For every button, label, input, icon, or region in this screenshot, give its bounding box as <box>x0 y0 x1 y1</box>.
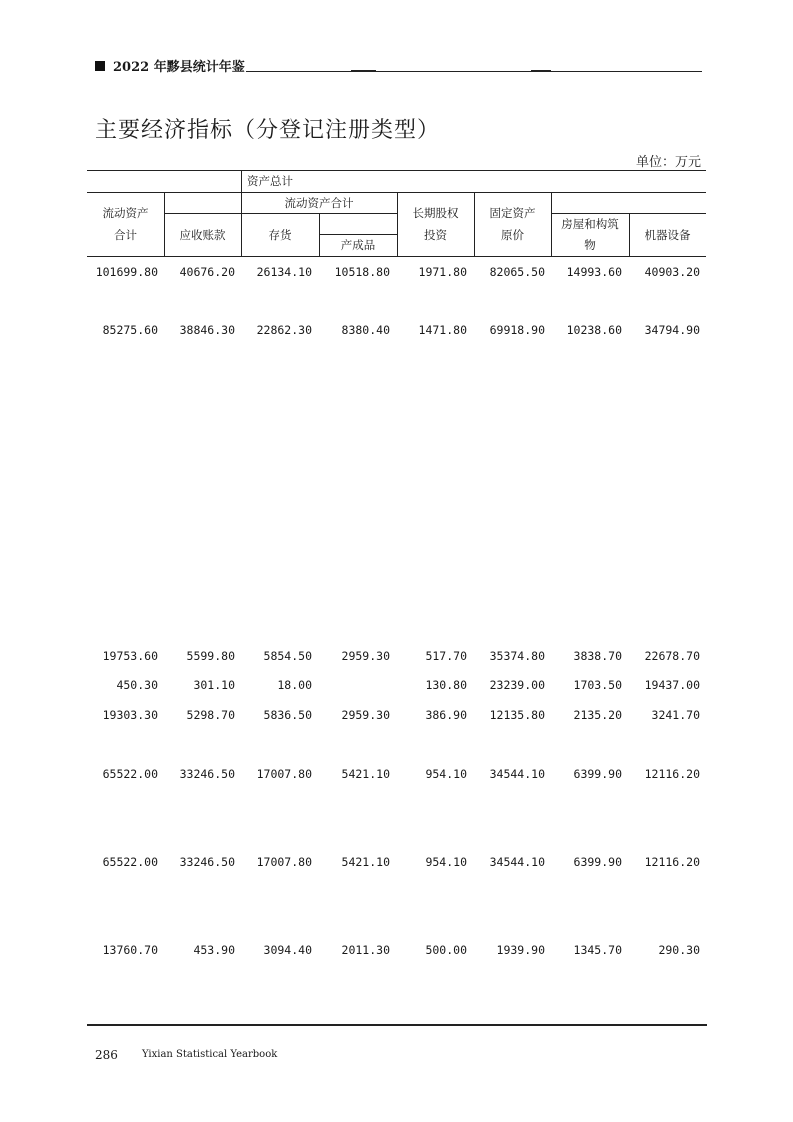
table-cell: 1971.80 <box>418 265 467 279</box>
table-cell: 954.10 <box>425 855 467 869</box>
table-cell: 386.90 <box>425 708 467 722</box>
table-cell: 17007.80 <box>256 767 312 781</box>
table-cell: 5836.50 <box>263 708 312 722</box>
table-cell: 14993.60 <box>566 265 622 279</box>
table-cell: 5421.10 <box>341 855 390 869</box>
table-cell: 18.00 <box>277 678 312 692</box>
table-cell: 69918.90 <box>489 323 545 337</box>
table-cell: 13760.70 <box>102 943 158 957</box>
unit-label: 单位：万元 <box>635 155 701 170</box>
header-bottom-rule <box>87 256 706 257</box>
table-cell: 12116.20 <box>644 855 700 869</box>
table-cell: 5298.70 <box>186 708 235 722</box>
subgroup-header-current-assets: 流动资产合计 <box>284 196 354 210</box>
col-header-inventory: 存货 <box>268 228 292 242</box>
table-cell: 101699.80 <box>95 265 158 279</box>
table-cell: 2135.20 <box>573 708 622 722</box>
col-header-current-assets-2: 合计 <box>114 228 137 242</box>
table-cell: 26134.10 <box>256 265 312 279</box>
table-cell: 40903.20 <box>644 265 700 279</box>
table-cell: 35374.80 <box>489 649 545 663</box>
table-cell: 130.80 <box>425 678 467 692</box>
col-header-receivables: 应收账款 <box>179 228 226 242</box>
table-cell: 22862.30 <box>256 323 312 337</box>
table-cell: 3838.70 <box>573 649 622 663</box>
table-cell: 1471.80 <box>418 323 467 337</box>
col-header-current-assets-1: 流动资产 <box>102 206 149 220</box>
table-cell: 33246.50 <box>179 855 235 869</box>
table-cell: 500.00 <box>425 943 467 957</box>
publication-name: Yixian Statistical Yearbook <box>142 1049 278 1060</box>
col-header-lt-equity-1: 长期股权 <box>412 206 459 220</box>
table-cell: 1703.50 <box>573 678 622 692</box>
col-header-finished-goods: 产成品 <box>340 238 376 252</box>
table-cell: 34794.90 <box>644 323 700 337</box>
footer-rule <box>87 1024 707 1026</box>
table-cell: 290.30 <box>658 943 700 957</box>
page-title: 主要经济指标（分登记注册类型） <box>95 118 441 143</box>
table-cell: 1345.70 <box>573 943 622 957</box>
col-header-buildings-1: 房屋和构筑 <box>561 217 619 231</box>
table-cell: 8380.40 <box>341 323 390 337</box>
table-cell: 3094.40 <box>263 943 312 957</box>
square-bullet-icon <box>95 61 105 71</box>
table-cell: 10518.80 <box>334 265 390 279</box>
table-cell: 23239.00 <box>489 678 545 692</box>
table-cell: 82065.50 <box>489 265 545 279</box>
table-cell: 453.90 <box>193 943 235 957</box>
table-cell: 12116.20 <box>644 767 700 781</box>
table-cell: 12135.80 <box>489 708 545 722</box>
col-header-fixed-assets-1: 固定资产 <box>489 206 536 220</box>
col-header-buildings-2: 物 <box>584 238 596 252</box>
table-cell: 6399.90 <box>573 767 622 781</box>
table-cell: 22678.70 <box>644 649 700 663</box>
group-header-assets: 资产总计 <box>247 174 293 188</box>
table-cell: 65522.00 <box>102 767 158 781</box>
table-top-rule <box>87 170 706 171</box>
table-cell: 5854.50 <box>263 649 312 663</box>
page-number: 286 <box>95 1048 118 1062</box>
col-header-machinery: 机器设备 <box>644 228 691 242</box>
table-cell: 301.10 <box>193 678 235 692</box>
table-cell: 34544.10 <box>489 767 545 781</box>
table-cell: 3241.70 <box>651 708 700 722</box>
table-cell: 85275.60 <box>102 323 158 337</box>
table-cell: 5599.80 <box>186 649 235 663</box>
table-cell: 2011.30 <box>341 943 390 957</box>
table-cell: 34544.10 <box>489 855 545 869</box>
table-cell: 5421.10 <box>341 767 390 781</box>
table-cell: 17007.80 <box>256 855 312 869</box>
table-cell: 65522.00 <box>102 855 158 869</box>
table-cell: 38846.30 <box>179 323 235 337</box>
col-header-fixed-assets-2: 原价 <box>501 228 524 242</box>
header-rule <box>246 71 702 72</box>
table-cell: 33246.50 <box>179 767 235 781</box>
table-cell: 517.70 <box>425 649 467 663</box>
yearbook-title: 2022 年黟县统计年鉴 <box>113 60 245 75</box>
table-cell: 2959.30 <box>341 708 390 722</box>
table-cell: 954.10 <box>425 767 467 781</box>
table-cell: 6399.90 <box>573 855 622 869</box>
table-cell: 19753.60 <box>102 649 158 663</box>
table-cell: 450.30 <box>116 678 158 692</box>
running-header <box>95 56 245 75</box>
table-cell: 19437.00 <box>644 678 700 692</box>
table-cell: 2959.30 <box>341 649 390 663</box>
table-cell: 19303.30 <box>102 708 158 722</box>
table-cell: 10238.60 <box>566 323 622 337</box>
table-cell: 40676.20 <box>179 265 235 279</box>
col-header-lt-equity-2: 投资 <box>424 228 447 242</box>
table-cell: 1939.90 <box>496 943 545 957</box>
